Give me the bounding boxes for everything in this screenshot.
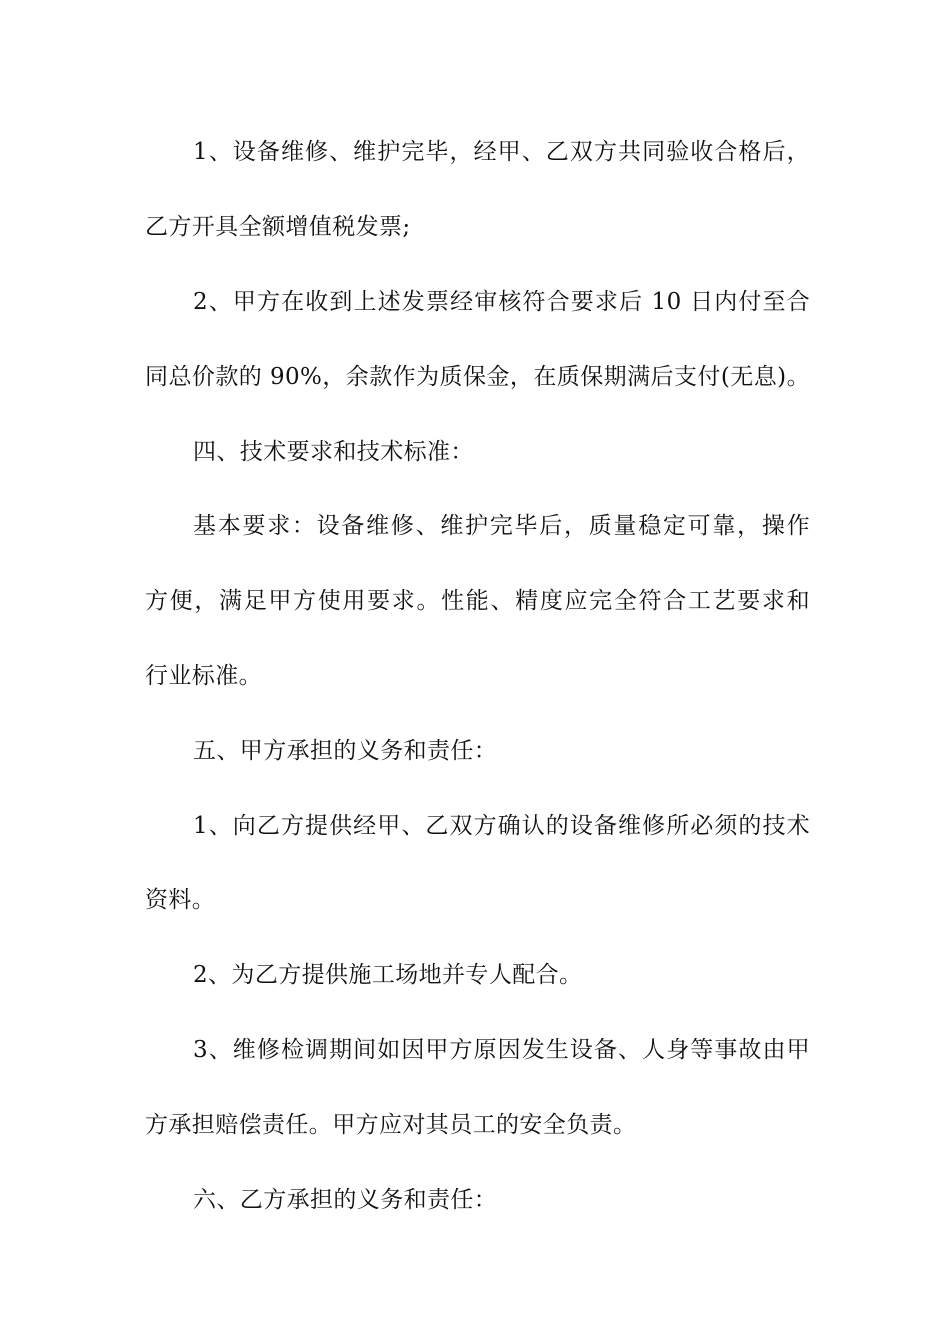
paragraph-line: 1、向乙方提供经甲、乙双方确认的设备维修所必须的技术 — [193, 813, 810, 839]
paragraph-line: 乙方开具全额增值税发票; — [145, 214, 411, 240]
paragraph-line: 2、甲方在收到上述发票经审核符合要求后 10 日内付至合 — [193, 289, 810, 315]
paragraph-line: 行业标准。 — [145, 663, 262, 689]
paragraph-line: 同总价款的 90%，余款作为质保金，在质保期满后支付(无息)。 — [145, 364, 810, 390]
paragraph-line: 2、为乙方提供施工场地并专人配合。 — [193, 962, 583, 988]
section-heading: 五、甲方承担的义务和责任： — [193, 738, 498, 764]
section-heading: 六、乙方承担的义务和责任： — [193, 1187, 498, 1213]
paragraph-line: 1、设备维修、维护完毕，经甲、乙双方共同验收合格后， — [193, 139, 810, 165]
paragraph-line: 方承担赔偿责任。甲方应对其员工的安全负责。 — [145, 1112, 637, 1138]
paragraph-line: 3、维修检调期间如因甲方原因发生设备、人身等事故由甲 — [193, 1037, 810, 1063]
paragraph-line: 方便，满足甲方使用要求。性能、精度应完全符合工艺要求和 — [145, 588, 810, 614]
paragraph-line: 资料。 — [145, 887, 216, 913]
paragraph-line: 基本要求：设备维修、维护完毕后，质量稳定可靠，操作 — [193, 513, 810, 539]
section-heading: 四、技术要求和技术标准： — [193, 439, 474, 465]
